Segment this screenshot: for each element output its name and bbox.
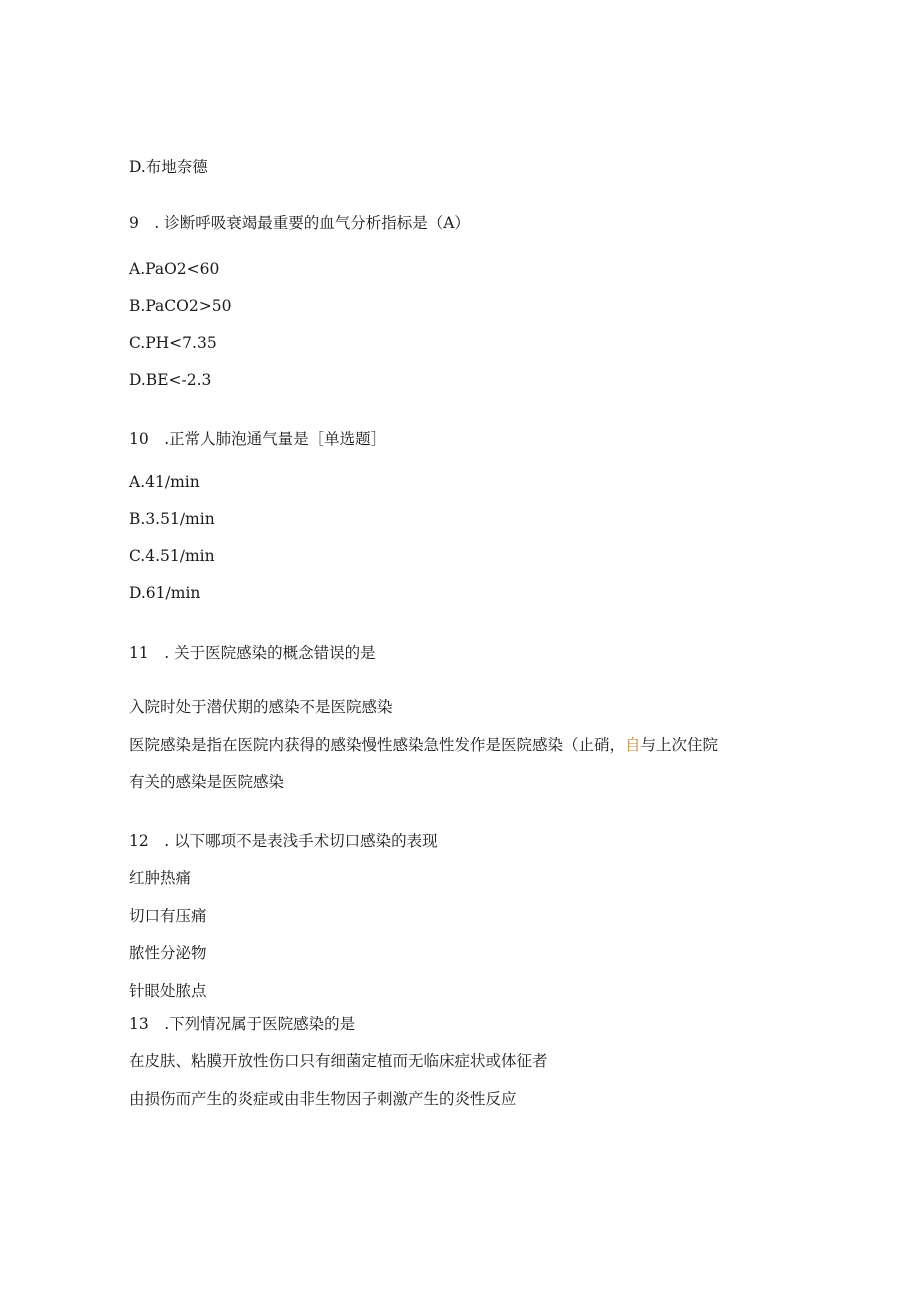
q12-option-1: 红肿热痛 (129, 869, 192, 887)
q10-option-c: C.4.51∕min (129, 547, 215, 565)
q9-option-a: A.PaO2<60 (129, 260, 220, 278)
q9-option-b: B.PaCO2>50 (129, 297, 232, 315)
q9-option-d: D.BE<-2.3 (129, 371, 212, 389)
q10-option-a: A.41∕min (129, 473, 200, 491)
q11-option-2-text: 医院感染是指在医院内获得的感染慢性感染急性发作是医院感染（止硝， (129, 736, 626, 754)
q11-option-3: 有关的感染是医院感染 (129, 773, 285, 791)
q12-option-3: 脓性分泌物 (129, 944, 207, 962)
q11-option-2-tail: 与上次住院 (640, 736, 719, 754)
q12-option-4: 针眼处脓点 (129, 982, 207, 1000)
q10-option-b: B.3.51∕min (129, 510, 215, 528)
q9-question: 9 . 诊断呼吸衰竭最重要的血气分析指标是（A） (129, 214, 470, 232)
q11-question: 11 . 关于医院感染的概念错误的是 (129, 644, 376, 662)
q10-question: 10 .正常人肺泡通气量是［单选题］ (129, 430, 387, 448)
q13-option-1: 在皮肤、粘膜开放性伤口只有细菌定植而无临床症状或体征者 (129, 1052, 548, 1070)
q11-option-1: 入院时处于潜伏期的感染不是医院感染 (129, 698, 393, 716)
q12-question: 12 . 以下哪项不是表浅手术切口感染的表现 (129, 832, 438, 850)
q11-option-2 (129, 735, 718, 755)
q13-option-2: 由损伤而产生的炎症或由非生物因子刺激产生的炎性反应 (129, 1090, 517, 1108)
q11-highlight-char: 自 (625, 736, 641, 754)
q9-option-c: C.PH<7.35 (129, 334, 217, 352)
q13-question: 13 .下列情况属于医院感染的是 (129, 1015, 356, 1033)
q12-option-2: 切口有压痛 (129, 907, 207, 925)
q8-option-d: D.布地奈德 (129, 158, 208, 176)
q10-option-d: D.61∕min (129, 584, 201, 602)
